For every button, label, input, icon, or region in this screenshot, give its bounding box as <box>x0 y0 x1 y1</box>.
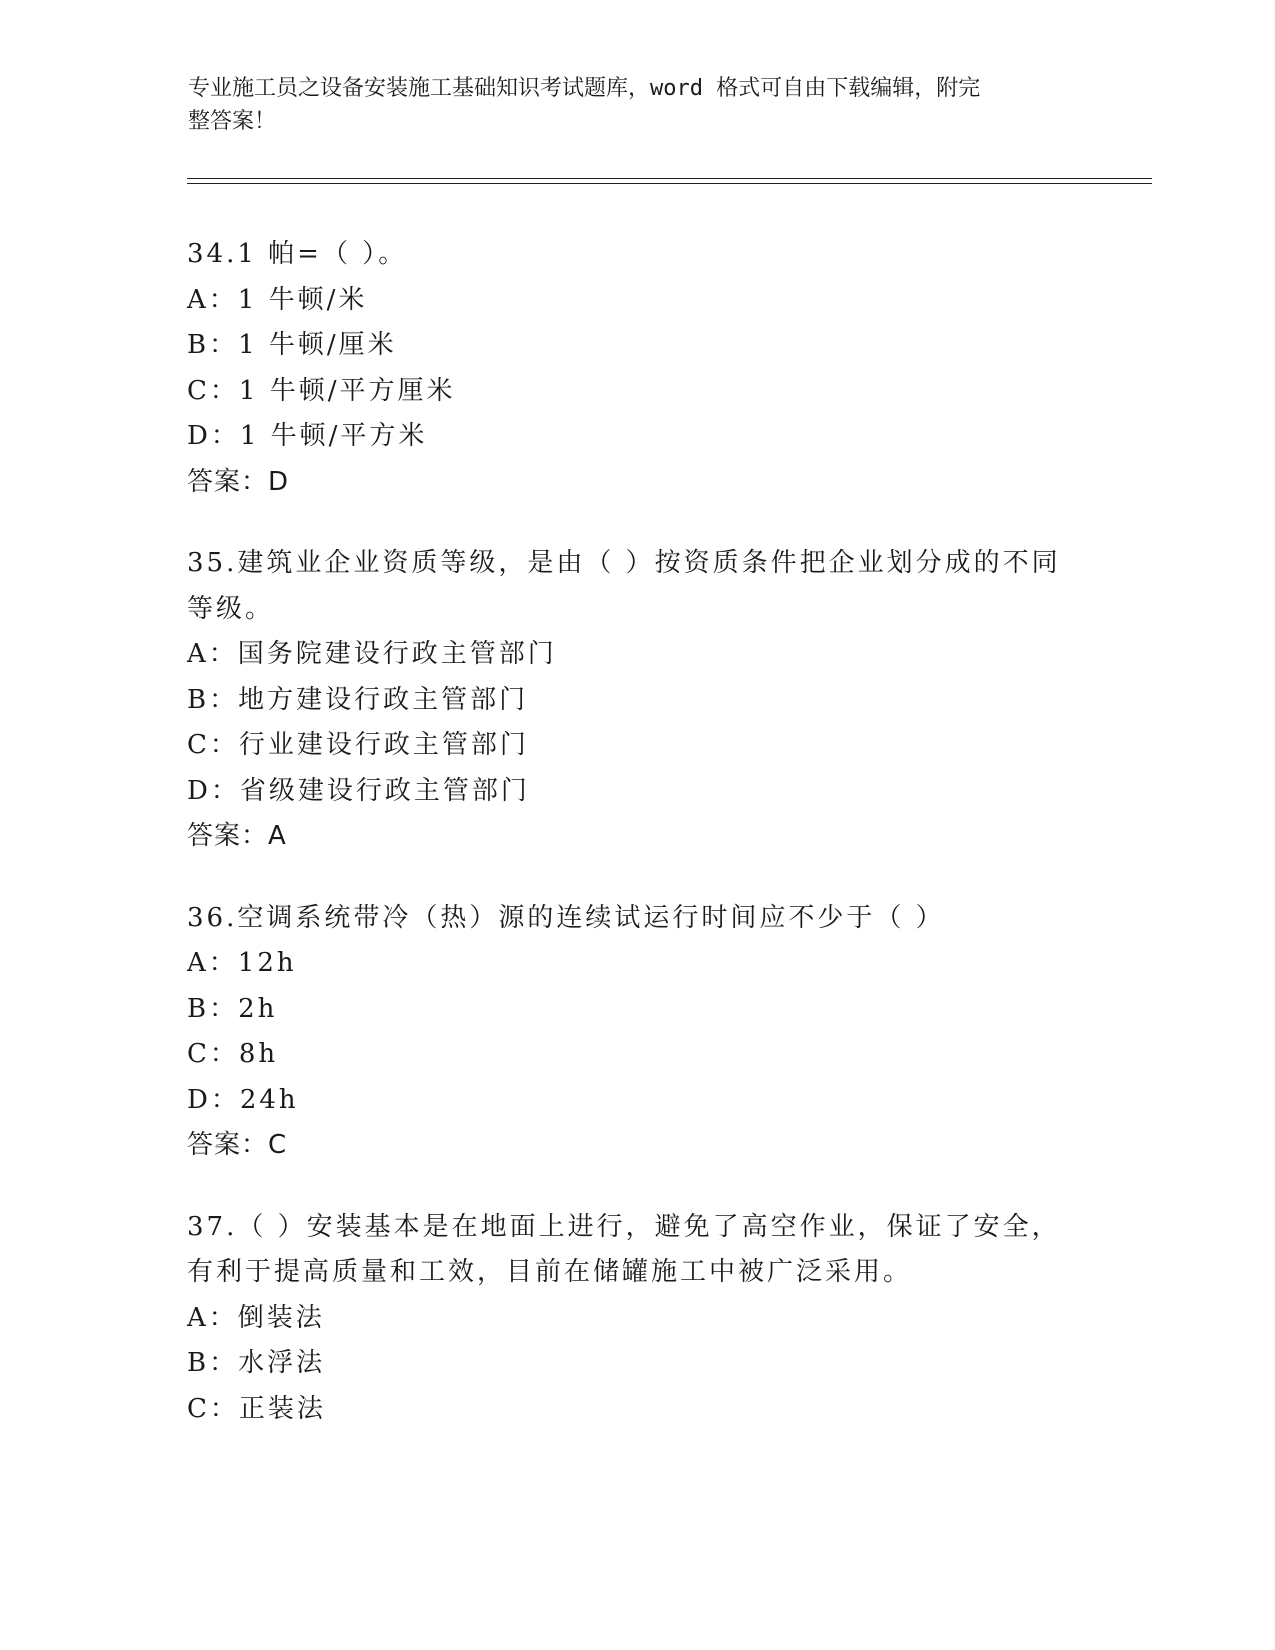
option-c: C：8h <box>187 1039 279 1069</box>
question-stem: 34.1 帕=（ ）。 <box>187 239 408 269</box>
header-divider-top <box>187 178 1152 179</box>
question-stem-line-2: 有利于提高质量和工效，目前在储罐施工中被广泛采用。 <box>187 1257 913 1287</box>
option-d: D：24h <box>187 1084 299 1115</box>
option-a: A：1 牛顿/米 <box>187 284 368 315</box>
question-34 <box>187 232 1087 505</box>
answer-label: 答案：A <box>187 821 287 851</box>
option-a: A：倒装法 <box>187 1302 325 1333</box>
question-35 <box>187 541 1087 860</box>
option-b: B：地方建设行政主管部门 <box>187 684 529 715</box>
option-c: C：正装法 <box>187 1393 326 1424</box>
header-line-2: 整答案！ <box>188 109 277 134</box>
header-divider-bottom <box>187 183 1152 184</box>
question-list <box>187 232 1087 1468</box>
option-c: C：1 牛顿/平方厘米 <box>187 375 456 406</box>
question-37 <box>187 1205 1087 1433</box>
answer-label: 答案：C <box>187 1130 288 1160</box>
document-header <box>188 72 1068 138</box>
option-d: D：省级建设行政主管部门 <box>187 775 530 806</box>
question-stem-line-1: 35.建筑业企业资质等级，是由（ ）按资质条件把企业划分成的不同 <box>187 548 1061 578</box>
question-stem-line-1: 37.（ ）安装基本是在地面上进行，避免了高空作业，保证了安全， <box>187 1211 1061 1242</box>
header-line-1: 专业施工员之设备安装施工基础知识考试题库，word 格式可自由下载编辑，附完 <box>188 76 981 101</box>
option-b: B：1 牛顿/厘米 <box>187 330 397 360</box>
question-stem-line-2: 等级。 <box>187 593 275 624</box>
question-36 <box>187 896 1087 1169</box>
option-c: C：行业建设行政主管部门 <box>187 730 529 760</box>
option-a: A：12h <box>187 948 297 978</box>
option-a: A：国务院建设行政主管部门 <box>187 639 557 669</box>
question-stem: 36.空调系统带冷（热）源的连续试运行时间应不少于（ ） <box>187 902 945 933</box>
option-b: B：水浮法 <box>187 1348 326 1378</box>
option-b: B：2h <box>187 993 278 1024</box>
answer-label: 答案：D <box>187 466 290 497</box>
option-d: D：1 牛顿/平方米 <box>187 421 428 451</box>
